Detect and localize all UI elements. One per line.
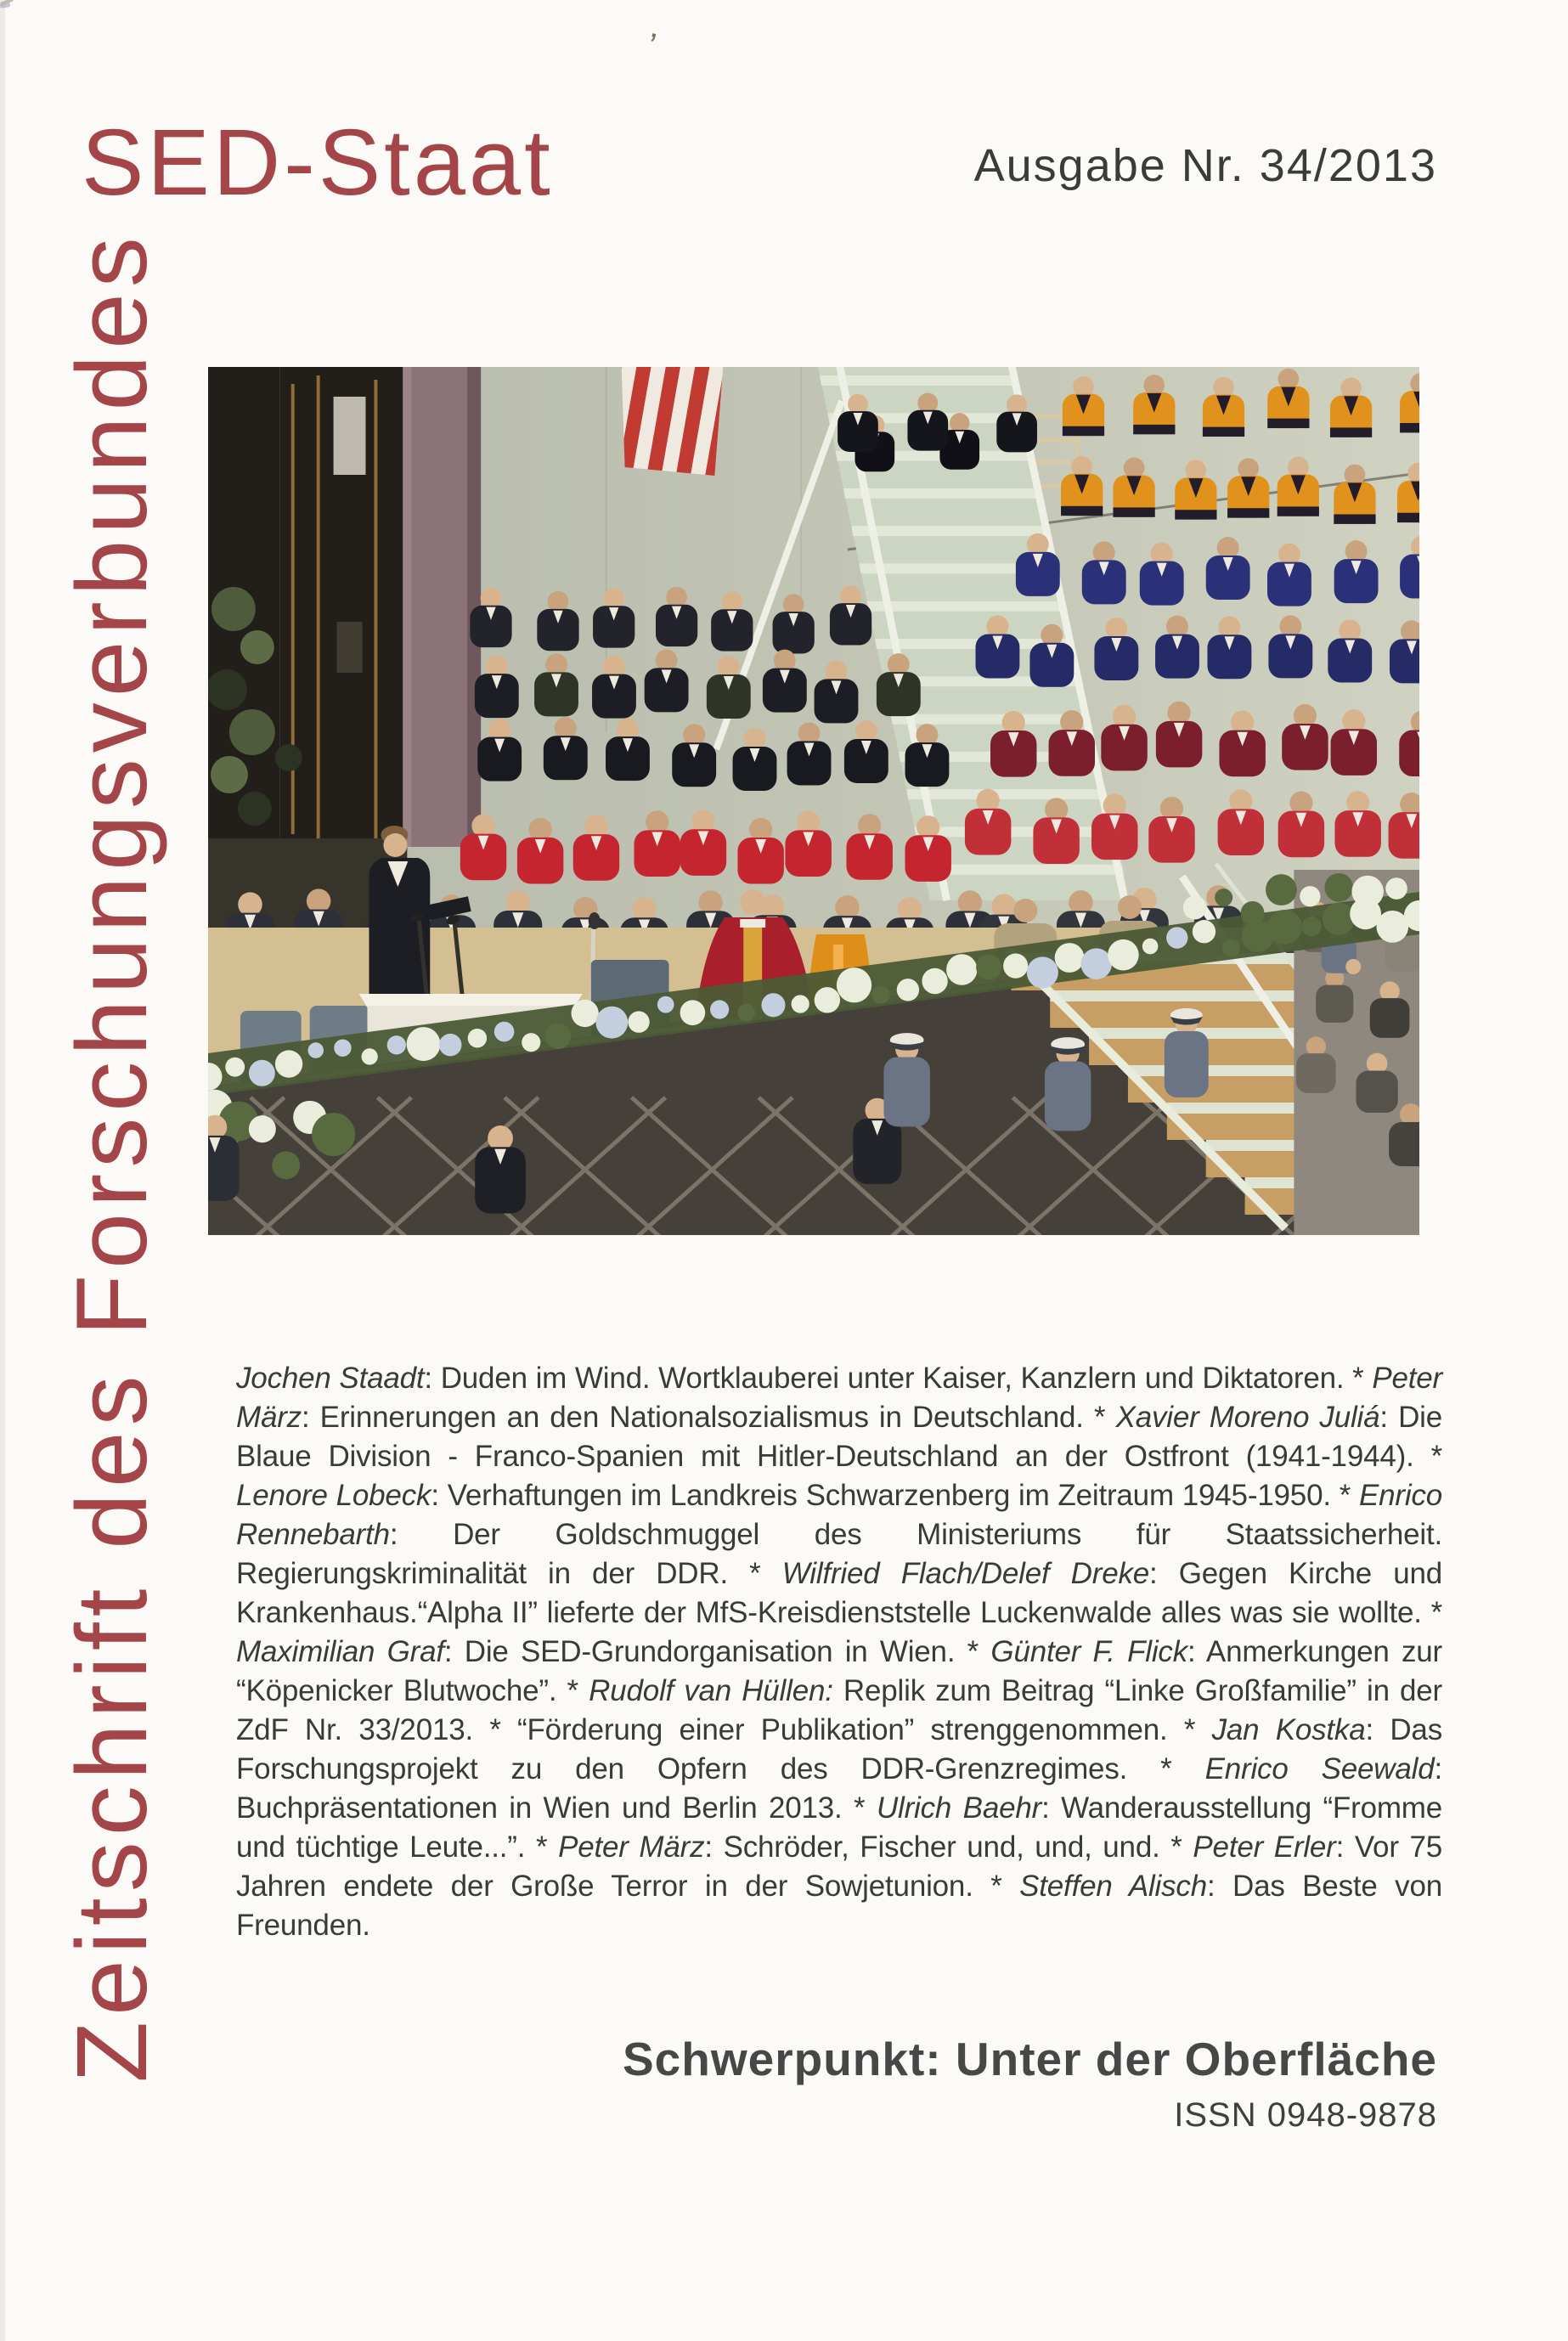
issn: ISSN 0948-9878 (1174, 2096, 1437, 2134)
toc-text: : Wanderausstellung “Fromme und tüchtige Leute...”. * (236, 1791, 1443, 1864)
toc-author: Wilfried Flach/Delef Dreke (781, 1557, 1150, 1590)
toc-text: : Die Blaue Division - Franco-Spanien mit Hitler-Deutschland an der Ostfront (1941-1944). * (236, 1401, 1442, 1473)
glass-glint (334, 397, 366, 475)
masthead-title: SED-Staat (82, 110, 554, 215)
journal-subtitle-vertical: Zeitschrift des Forschungsverbundes (56, 231, 168, 2083)
toc-author: Ulrich Baehr (876, 1791, 1042, 1825)
toc-text: : Duden im Wind. Wortklauberei unter Kaiser, Kanzlern und Diktatoren. * (424, 1362, 1373, 1395)
toc-author: Peter März (236, 1362, 1442, 1434)
table-of-contents (236, 1359, 1442, 1945)
scan-speck: ’ (642, 25, 661, 66)
scan-edge-shade (0, 0, 5, 2341)
toc-text: : Schröder, Fischer und, und, und. * (704, 1830, 1193, 1864)
toc-author: Maximilian Graf (236, 1635, 444, 1668)
toc-text: : Verhaftungen im Landkreis Schwarzenberg im Zeitraum 1945-1950. * (431, 1479, 1359, 1512)
toc-text: : Vor 75 Jahren endete der Große Terror in der Sowjetunion. * (236, 1830, 1442, 1903)
toc-author: Jan Kostka (1211, 1713, 1366, 1746)
toc-author: Jochen Staadt (236, 1362, 425, 1395)
toc-text: : Die SED-Grundorganisation in Wien. * (443, 1635, 991, 1668)
toc-author: Günter F. Flick (990, 1635, 1187, 1668)
toc-author: Peter Erler (1193, 1830, 1336, 1864)
toc-text: : Erinnerungen an den Nationalsozialismus in Deutschland. * (301, 1401, 1116, 1434)
tier-black-top-row (838, 393, 1037, 453)
toc-text: : Das Forschungsprojekt zu den Opfern des DDR-Grenzregimes. * (236, 1713, 1442, 1785)
toc-text: : Der Goldschmuggel des Ministeriums für Staatssicherheit. Regierungskriminalität in der DDR. * (236, 1518, 1442, 1590)
toc-text: : Anmerkungen zur “Köpenicker Blutwoche”. * (236, 1635, 1442, 1707)
scan-speck (0, 3, 10, 8)
issue-number: Ausgabe Nr. 34/2013 (973, 140, 1437, 191)
toc-text: : Gegen Kirche und Krankenhaus.“Alpha II” lieferte der MfS-Kreisdienststelle Luckenwalde alles was sie wollte. * (236, 1557, 1442, 1629)
tier-red-row-left (460, 809, 951, 883)
toc-author: Peter März (558, 1830, 705, 1864)
cover-photo-illustration (208, 367, 1419, 1235)
cover-photo (208, 367, 1419, 1235)
toc-author: Lenore Lobeck (236, 1479, 431, 1512)
toc-text: : Buchpräsentationen in Wien und Berlin 2013. * (236, 1752, 1442, 1825)
toc-author: Enrico Rennebarth (236, 1479, 1443, 1551)
toc-author: Xavier Moreno Juliá (1115, 1401, 1380, 1434)
toc-author: Enrico Seewald (1204, 1752, 1435, 1785)
toc-text: : Das Beste von Freunden. (236, 1870, 1442, 1942)
toc-author: Steffen Alisch (1019, 1870, 1207, 1903)
focus-line: Schwerpunkt: Unter der Oberfläche (622, 2033, 1437, 2085)
toc-text: Replik zum Beitrag “Linke Großfamilie” in der ZdF Nr. 33/2013. * “Förderung einer Publikation” strenggenommen. * (236, 1674, 1442, 1746)
toc-author: Rudolf van Hüllen: (589, 1674, 833, 1707)
